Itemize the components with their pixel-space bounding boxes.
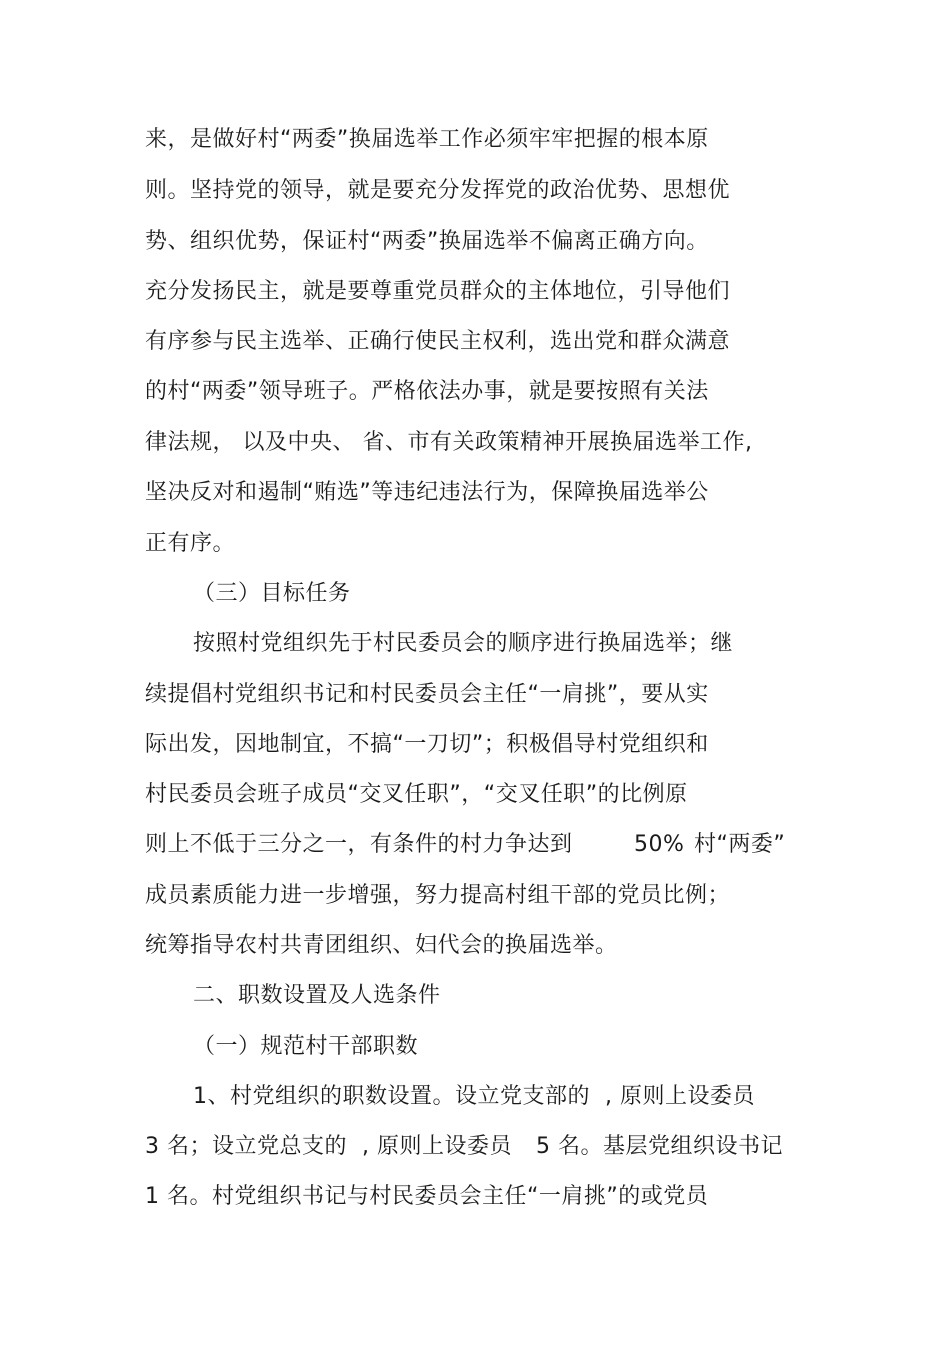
text-line: 充分发扬民主，就是要尊重党员群众的主体地位，引导他们	[145, 279, 731, 304]
text-line: 则。坚持党的领导，就是要充分发挥党的政治优势、思想优	[145, 178, 731, 203]
text-line: 统筹指导农村共青团组织、妇代会的换届选举。	[145, 933, 618, 958]
text-line: 续提倡村党组织书记和村民委员会主任“一肩挑”，要从实	[145, 682, 709, 707]
text-line: 正有序。	[145, 531, 236, 556]
text-line: 村民委员会班子成员“交叉任职”，“交叉任职”的比例原	[145, 782, 688, 807]
text-line: 坚决反对和遏制“贿选”等违纪违法行为，保障换届选举公	[145, 480, 709, 505]
text-line: 际出发，因地制宜，不搞“一刀切”；积极倡导村党组织和	[145, 732, 709, 757]
text-line: 有序参与民主选举、正确行使民主权利，选出党和群众满意	[145, 329, 731, 354]
text-fragment: 5 名。基层党组织设书记	[536, 1134, 783, 1159]
text-line: 3 名；设立党总支的	[145, 1134, 347, 1159]
text-line: 律法规， 以及中央、 省、市有关政策精神开展换届选举工作,	[145, 430, 753, 455]
section-heading: （三）目标任务	[193, 581, 351, 606]
text-line: 按照村党组织先于村民委员会的顺序进行换届选举；继	[193, 631, 734, 656]
text-line: 1、村党组织的职数设置。设立党支部的	[193, 1084, 590, 1109]
text-fragment: , 原则上设委员	[605, 1084, 755, 1109]
section-heading: （一）规范村干部职数	[193, 1034, 419, 1059]
text-line: 则上不低于三分之一，有条件的村力争达到	[145, 832, 573, 857]
text-line: 来，是做好村“两委”换届选举工作必须牢牢把握的根本原	[145, 127, 709, 152]
text-line: 势、组织优势，保证村“两委”换届选举不偏离正确方向。	[145, 229, 709, 254]
text-line: 1 名。村党组织书记与村民委员会主任“一肩挑”的或党员	[145, 1184, 709, 1209]
text-fragment: , 原则上设委员	[362, 1134, 512, 1159]
text-line: 成员素质能力进一步增强，努力提高村组干部的党员比例；	[145, 883, 731, 908]
section-heading: 二、职数设置及人选条件	[193, 983, 441, 1008]
text-line: 的村“两委”领导班子。严格依法办事，就是要按照有关法	[145, 379, 709, 404]
text-fragment: 50%	[634, 832, 685, 857]
text-fragment: 村“两委”	[694, 832, 786, 857]
